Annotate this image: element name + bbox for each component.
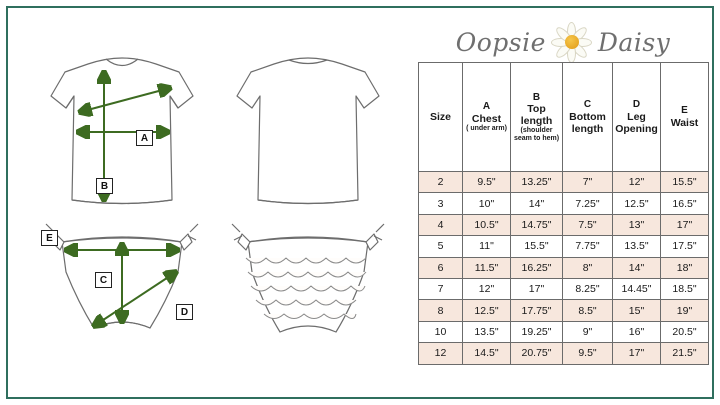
cell-leg: 14.45"	[613, 278, 661, 299]
cell-waist: 21.5"	[661, 343, 709, 364]
cell-chest: 11.5"	[463, 257, 511, 278]
table-row	[419, 193, 709, 214]
cell-size: 6	[419, 257, 463, 278]
daisy-flower-icon	[550, 20, 594, 64]
callout-c: C	[95, 272, 112, 288]
cell-chest: 10.5"	[463, 214, 511, 235]
cell-bottom: 9.5"	[563, 343, 613, 364]
top-back-sketch	[237, 58, 379, 204]
callout-e: E	[41, 230, 58, 246]
table-row	[419, 172, 709, 193]
cell-bottom: 8.25"	[563, 278, 613, 299]
cell-size: 3	[419, 193, 463, 214]
cell-chest: 12.5"	[463, 300, 511, 321]
cell-leg: 16"	[613, 321, 661, 342]
cell-leg: 13"	[613, 214, 661, 235]
cell-top: 15.5"	[511, 236, 563, 257]
brand-logo	[418, 18, 708, 66]
header-bottom-length: C Bottom length	[563, 63, 613, 172]
table-row	[419, 278, 709, 299]
cell-size: 8	[419, 300, 463, 321]
brand-word-left: Oopsie	[455, 27, 546, 57]
cell-size: 10	[419, 321, 463, 342]
table-body	[419, 172, 709, 365]
callout-a: A	[136, 130, 153, 146]
cell-chest: 9.5"	[463, 172, 511, 193]
cell-leg: 17"	[613, 343, 661, 364]
cell-leg: 15"	[613, 300, 661, 321]
cell-bottom: 8.5"	[563, 300, 613, 321]
header-waist: E Waist	[661, 63, 709, 172]
cell-waist: 17.5"	[661, 236, 709, 257]
cell-waist: 16.5"	[661, 193, 709, 214]
cell-size: 4	[419, 214, 463, 235]
cell-top: 17"	[511, 278, 563, 299]
cell-chest: 12"	[463, 278, 511, 299]
header-top-length: B Top length (shoulder seam to hem)	[511, 63, 563, 172]
cell-top: 14.75"	[511, 214, 563, 235]
table-row	[419, 343, 709, 364]
cell-top: 19.25"	[511, 321, 563, 342]
top-front-sketch	[51, 58, 193, 204]
table-row	[419, 300, 709, 321]
cell-chest: 14.5"	[463, 343, 511, 364]
cell-waist: 18"	[661, 257, 709, 278]
cell-waist: 17"	[661, 214, 709, 235]
cell-waist: 20.5"	[661, 321, 709, 342]
cell-bottom: 7.25"	[563, 193, 613, 214]
table-header-row	[419, 63, 709, 172]
cell-bottom: 7.5"	[563, 214, 613, 235]
cell-size: 7	[419, 278, 463, 299]
bottom-back-sketch	[232, 224, 384, 332]
cell-bottom: 8"	[563, 257, 613, 278]
table-row	[419, 236, 709, 257]
technical-sketches	[10, 10, 414, 395]
cell-size: 12	[419, 343, 463, 364]
callout-b: B	[96, 178, 113, 194]
garment-illustrations	[10, 10, 414, 395]
cell-chest: 10"	[463, 193, 511, 214]
cell-top: 14"	[511, 193, 563, 214]
table-row	[419, 257, 709, 278]
header-chest: A Chest ( under arm)	[463, 63, 511, 172]
cell-chest: 11"	[463, 236, 511, 257]
cell-top: 16.25"	[511, 257, 563, 278]
size-chart-table	[418, 62, 709, 365]
cell-leg: 12.5"	[613, 193, 661, 214]
table-row	[419, 214, 709, 235]
cell-bottom: 9"	[563, 321, 613, 342]
cell-chest: 13.5"	[463, 321, 511, 342]
cell-leg: 13.5"	[613, 236, 661, 257]
cell-top: 13.25"	[511, 172, 563, 193]
header-leg-opening: D Leg Opening	[613, 63, 661, 172]
callout-d: D	[176, 304, 193, 320]
cell-leg: 14"	[613, 257, 661, 278]
cell-bottom: 7.75"	[563, 236, 613, 257]
cell-top: 17.75"	[511, 300, 563, 321]
cell-waist: 15.5"	[661, 172, 709, 193]
cell-top: 20.75"	[511, 343, 563, 364]
table-row	[419, 321, 709, 342]
brand-word-right: Daisy	[597, 27, 671, 57]
cell-size: 2	[419, 172, 463, 193]
cell-bottom: 7"	[563, 172, 613, 193]
cell-leg: 12"	[613, 172, 661, 193]
cell-size: 5	[419, 236, 463, 257]
header-size: Size	[419, 63, 463, 172]
cell-waist: 18.5"	[661, 278, 709, 299]
cell-waist: 19"	[661, 300, 709, 321]
